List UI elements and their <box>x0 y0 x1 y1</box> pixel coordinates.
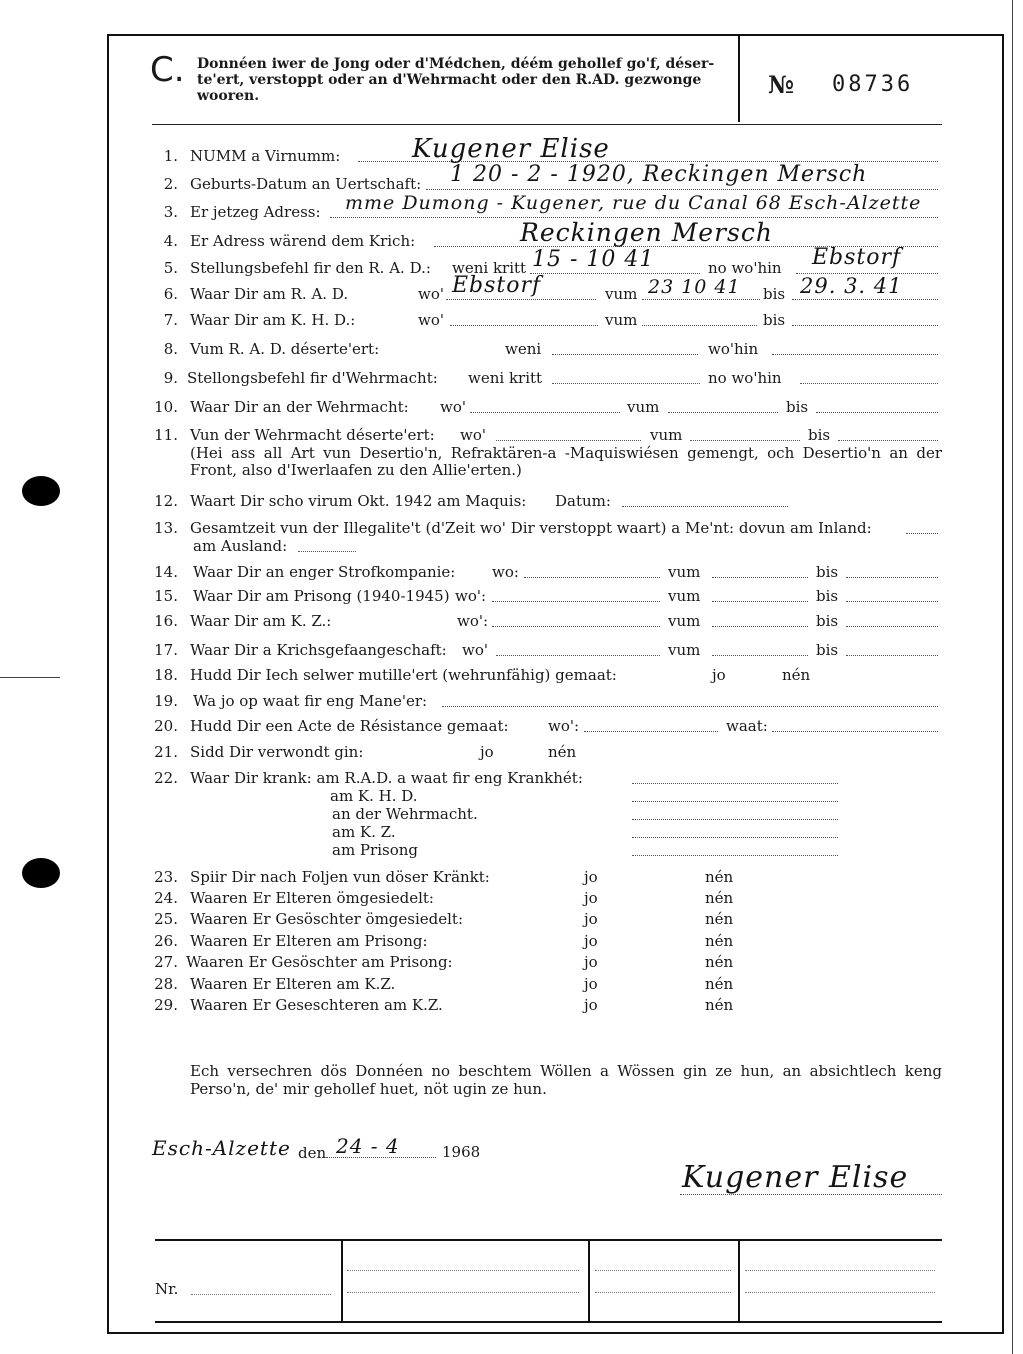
row-label: wo' <box>462 641 488 659</box>
row-label: wo' <box>418 311 444 329</box>
fill-line <box>712 587 808 602</box>
row-label: Sidd Dir verwondt gin: <box>190 743 364 761</box>
nr-fill-line <box>191 1293 331 1295</box>
row-number: 20. <box>154 717 178 735</box>
row-number: 15. <box>154 587 178 605</box>
row-label: wo' <box>440 398 466 416</box>
row-28 <box>0 975 1023 995</box>
row-label: bis <box>816 641 839 659</box>
handwritten-address: mme Dumong - Kugener, rue du Canal 68 Esch-Alzette <box>345 192 922 214</box>
desertion-note: (Hei ass all Art vun Desertio'n, Refraktären-a -Maquiswiésen gemengt, och Desertio'n an der Front, also d'Iwerlaafen zu den Allie'erten.) <box>190 444 942 479</box>
row-29 <box>0 996 1023 1016</box>
row-number: 26. <box>154 932 178 950</box>
row-23 <box>0 868 1023 888</box>
row-label: vum <box>627 398 660 416</box>
row-13-abroad <box>0 537 1023 557</box>
fill-line <box>524 563 660 578</box>
row-number: 10. <box>154 398 178 416</box>
row-label: Stellungsbefehl fir den R. A. D.: <box>190 259 431 277</box>
table-fill-line <box>745 1291 935 1293</box>
row-19 <box>0 692 1023 712</box>
row-label: Waaren Er Geseschteren am K.Z. <box>190 996 443 1014</box>
option-nen[interactable]: nén <box>705 953 734 971</box>
signature: Kugener Elise <box>682 1160 909 1195</box>
row-label: no wo'hin <box>708 369 782 387</box>
row-number: 21. <box>154 743 178 761</box>
table-fill-line <box>347 1269 579 1271</box>
fill-line <box>584 717 718 732</box>
fill-line <box>496 426 641 441</box>
row-number: 6. <box>163 285 178 303</box>
row-label: bis <box>786 398 809 416</box>
fill-line <box>712 612 808 627</box>
row-25 <box>0 910 1023 930</box>
row-label: NUMM a Virnumm: <box>190 147 341 165</box>
row-number: 4. <box>163 232 178 250</box>
row-label: Geburts-Datum an Uertschaft: <box>190 175 422 193</box>
row-label: bis <box>763 285 786 303</box>
row-label: wo'hin <box>708 340 759 358</box>
row-label: Vun der Wehrmacht déserte'ert: <box>190 426 435 444</box>
header-rule <box>152 124 942 125</box>
fill-line <box>838 426 938 441</box>
fill-line <box>642 311 757 326</box>
row-label: weni <box>505 340 542 358</box>
row-label: Wa jo op waat fir eng Mane'er: <box>193 692 428 710</box>
row-22 <box>0 769 1023 789</box>
fill-line <box>632 823 838 838</box>
row-label: weni kritt <box>468 369 543 387</box>
table-fill-line <box>347 1291 579 1293</box>
row-22-khd <box>0 787 1023 807</box>
row-number: 13. <box>154 519 178 537</box>
row-14 <box>0 563 1023 583</box>
header-divider <box>738 36 740 122</box>
row-number: 23. <box>154 868 178 886</box>
form-header-text: Donnéen iwer de Jong oder d'Médchen, déém gehollef go'f, déser-te'ert, verstoppt oder an d'Wehrmacht oder den R.AD. gezwonge wooren. <box>197 56 715 104</box>
row-label: vum <box>605 285 638 303</box>
row-label: vum <box>668 563 701 581</box>
handwritten-date: 24 - 4 <box>336 1134 400 1158</box>
fill-line <box>846 563 938 578</box>
row-label: Waaren Er Gesöschter ömgesiedelt: <box>190 910 464 928</box>
option-jo[interactable]: jo <box>480 743 494 761</box>
table-fill-line <box>595 1291 731 1293</box>
fill-line <box>298 537 356 552</box>
option-jo[interactable]: jo <box>584 868 598 886</box>
fill-line <box>632 769 838 784</box>
option-jo[interactable]: jo <box>584 975 598 993</box>
table-divider <box>738 1241 740 1321</box>
row-label: bis <box>816 587 839 605</box>
handwritten-rad-date: 15 - 10 41 <box>532 247 655 272</box>
fill-line <box>846 587 938 602</box>
row-label: am K. Z. <box>332 823 396 841</box>
option-nen[interactable]: nén <box>548 743 577 761</box>
row-label: bis <box>763 311 786 329</box>
fill-line <box>552 340 698 355</box>
option-jo[interactable]: jo <box>584 996 598 1014</box>
row-number: 22. <box>154 769 178 787</box>
row-label: bis <box>808 426 831 444</box>
row-label: Waar Dir krank: am R.A.D. a waat fir eng Krankhét: <box>190 769 583 787</box>
row-number: 28. <box>154 975 178 993</box>
row-label: an der Wehrmacht. <box>332 805 478 823</box>
row-label: Waar Dir am R. A. D. <box>190 285 349 303</box>
row-number: 24. <box>154 889 178 907</box>
row-label: vum <box>668 612 701 630</box>
row-16 <box>0 612 1023 632</box>
declaration-text: Ech versechren dös Donnéen no beschtem Wöllen a Wössen gin ze hun, an absichtlech keng Perso'n, de' mir gehollef huet, nöt ugin ze hun. <box>190 1062 942 1098</box>
row-label: Waaren Er Elteren am Prisong: <box>190 932 428 950</box>
fill-line <box>772 717 938 732</box>
row-number: 18. <box>154 666 178 684</box>
fill-line <box>632 787 838 802</box>
fill-line <box>632 805 838 820</box>
handwritten-name: Kugener Elise <box>412 134 610 164</box>
row-label: wo': <box>548 717 580 735</box>
section-letter: C. <box>150 50 185 90</box>
row-number: 12. <box>154 492 178 510</box>
row-9 <box>0 369 1023 389</box>
fill-line <box>846 641 938 656</box>
fill-line <box>712 563 808 578</box>
row-label: Waar Dir am K. Z.: <box>190 612 332 630</box>
form-number: 08736 <box>832 72 914 97</box>
row-number: 17. <box>154 641 178 659</box>
row-number: 14. <box>154 563 178 581</box>
row-label: Waart Dir scho virum Okt. 1942 am Maquis: <box>190 492 527 510</box>
row-label: Waaren Er Gesöschter am Prisong: <box>186 953 453 971</box>
row-number: 11. <box>154 426 178 444</box>
fill-line <box>800 369 938 384</box>
year-label: 1968 <box>442 1143 481 1161</box>
row-label: wo: <box>492 563 519 581</box>
fill-line <box>450 311 598 326</box>
option-jo[interactable]: jo <box>584 953 598 971</box>
row-label: vum <box>668 587 701 605</box>
row-label: Spiir Dir nach Foljen vun döser Kränkt: <box>190 868 490 886</box>
page-edge <box>1012 0 1013 1354</box>
row-label: bis <box>816 612 839 630</box>
handwritten-rad-to: 29. 3. 41 <box>800 274 903 298</box>
row-label: Stellongsbefehl fir d'Wehrmacht: <box>187 369 438 387</box>
option-nen[interactable]: nén <box>705 868 734 886</box>
row-18 <box>0 666 1023 686</box>
option-nen[interactable]: nén <box>782 666 811 684</box>
signature-line <box>680 1180 942 1195</box>
row-label: Waar Dir a Krichsgefaangeschaft: <box>190 641 447 659</box>
row-13 <box>0 519 1023 539</box>
option-nen[interactable]: nén <box>705 996 734 1014</box>
row-22-kz <box>0 823 1023 843</box>
table-fill-line <box>595 1269 731 1271</box>
fill-line <box>668 398 778 413</box>
option-jo[interactable]: jo <box>584 889 598 907</box>
row-label: am K. H. D. <box>330 787 418 805</box>
punch-hole <box>22 476 60 506</box>
row-label: Waar Dir an enger Strofkompanie: <box>193 563 456 581</box>
row-11 <box>0 426 1023 446</box>
row-label: Hudd Dir Iech selwer mutille'ert (wehrunfähig) gemaat: <box>190 666 617 684</box>
row-label: wo': <box>455 587 487 605</box>
row-number: 1. <box>163 147 178 165</box>
row-number: 2. <box>163 175 178 193</box>
row-label: Waar Dir am Prisong (1940-1945) <box>193 587 450 605</box>
row-24 <box>0 889 1023 909</box>
row-10 <box>0 398 1023 418</box>
row-label: Waar Dir am K. H. D.: <box>190 311 356 329</box>
row-12 <box>0 492 1023 512</box>
row-number: 8. <box>163 340 178 358</box>
row-8 <box>0 340 1023 360</box>
handwritten-place: Esch-Alzette <box>152 1136 291 1160</box>
row-7 <box>0 311 1023 331</box>
handwritten-rad-place-2: Ebstorf <box>452 273 542 298</box>
table-fill-line <box>745 1269 935 1271</box>
handwritten-rad-from: 23 10 41 <box>648 276 741 298</box>
row-21 <box>0 743 1023 763</box>
row-26 <box>0 932 1023 952</box>
row-label: am Ausland: <box>193 537 288 555</box>
row-number: 5. <box>163 259 178 277</box>
fill-line <box>492 612 660 627</box>
row-label: weni kritt <box>452 259 527 277</box>
option-nen[interactable]: nén <box>705 910 734 928</box>
row-number: 29. <box>154 996 178 1014</box>
handwritten-birth: 1 20 - 2 - 1920, Reckingen Mersch <box>450 162 868 187</box>
number-sign: № <box>768 70 795 99</box>
row-number: 27. <box>154 953 178 971</box>
fill-line <box>792 311 938 326</box>
row-label: Waar Dir an der Wehrmacht: <box>190 398 409 416</box>
fill-line <box>470 398 620 413</box>
handwritten-rad-place: Ebstorf <box>812 245 902 270</box>
table-divider <box>341 1241 343 1321</box>
row-label: Hudd Dir een Acte de Résistance gemaat: <box>190 717 509 735</box>
row-label: wo' <box>418 285 444 303</box>
row-label: Datum: <box>555 492 611 510</box>
row-label: wo': <box>457 612 489 630</box>
option-jo[interactable]: jo <box>712 666 726 684</box>
row-label: no wo'hin <box>708 259 782 277</box>
row-label: wo' <box>460 426 486 444</box>
row-label: Vum R. A. D. déserte'ert: <box>190 340 380 358</box>
row-label: am Prisong <box>332 841 418 859</box>
option-jo[interactable]: jo <box>584 932 598 950</box>
punch-hole <box>22 858 60 888</box>
row-15 <box>0 587 1023 607</box>
fill-line <box>496 641 660 656</box>
row-label: Waaren Er Elteren am K.Z. <box>190 975 396 993</box>
option-nen[interactable]: nén <box>705 889 734 907</box>
row-number: 9. <box>163 369 178 387</box>
fill-line <box>906 519 938 534</box>
row-22-wehrmacht <box>0 805 1023 825</box>
row-number: 25. <box>154 910 178 928</box>
fill-line <box>632 841 838 856</box>
fill-line <box>622 492 788 507</box>
row-27 <box>0 953 1023 973</box>
row-label: waat: <box>726 717 768 735</box>
row-label: Gesamtzeit vun der Illegalite't (d'Zeit wo' Dir verstoppt waart) a Me'nt: dovun am Inland: <box>190 519 872 537</box>
table-divider <box>588 1241 590 1321</box>
row-20 <box>0 717 1023 737</box>
fill-line <box>492 587 660 602</box>
office-use-table <box>155 1239 942 1323</box>
fill-line <box>442 692 938 707</box>
row-17 <box>0 641 1023 661</box>
row-22-prisong <box>0 841 1023 861</box>
fill-line <box>772 340 938 355</box>
fold-mark <box>0 677 60 678</box>
row-label: bis <box>816 563 839 581</box>
option-nen[interactable]: nén <box>705 975 734 993</box>
row-number: 3. <box>163 203 178 221</box>
nr-label: Nr. <box>155 1280 179 1298</box>
row-number: 19. <box>154 692 178 710</box>
fill-line <box>712 641 808 656</box>
row-label: vum <box>668 641 701 659</box>
fill-line <box>846 612 938 627</box>
fill-line <box>552 369 700 384</box>
fill-line <box>690 426 800 441</box>
row-label: Er Adress wärend dem Krich: <box>190 232 416 250</box>
handwritten-war-address: Reckingen Mersch <box>520 218 773 247</box>
fill-line <box>816 398 938 413</box>
row-label: Waaren Er Elteren ömgesiedelt: <box>190 889 434 907</box>
row-number: 16. <box>154 612 178 630</box>
option-nen[interactable]: nén <box>705 932 734 950</box>
row-label: vum <box>605 311 638 329</box>
row-label: vum <box>650 426 683 444</box>
row-number: 7. <box>163 311 178 329</box>
option-jo[interactable]: jo <box>584 910 598 928</box>
row-label: Er jetzeg Adress: <box>190 203 321 221</box>
den-label: den <box>298 1144 327 1162</box>
